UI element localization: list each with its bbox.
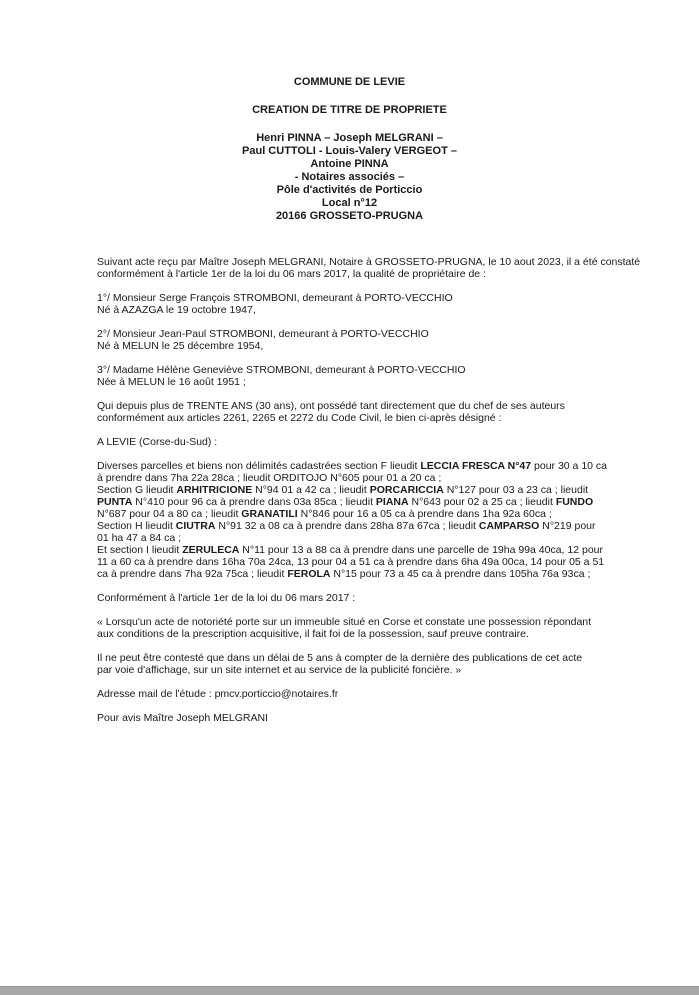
paragraph-signature (97, 712, 621, 724)
text-line (97, 472, 621, 484)
paragraph-quote-1 (97, 616, 621, 640)
horizontal-scrollbar[interactable] (0, 986, 699, 995)
document-title: CREATION DE TITRE DE PROPRIETE (252, 104, 447, 116)
paragraph-owner-1 (97, 292, 621, 316)
text-line (97, 340, 621, 352)
text-segment: Qui depuis plus de TRENTE ANS (30 ans), ont possédé tant directement que du chef de ses auteurs (97, 400, 565, 412)
text-line (97, 532, 621, 544)
text-segment: Née à MELUN le 16 août 1951 ; (97, 376, 246, 388)
text-line (97, 304, 621, 316)
text-line (97, 484, 621, 496)
lieudit-name: PUNTA (97, 496, 133, 508)
text-segment: N°94 01 a 42 ca ; lieudit (252, 484, 370, 496)
text-segment: conformément à l'article 1er de la loi du 06 mars 2017, la qualité de propriétaire de : (97, 268, 486, 280)
lieudit-name: ZERULECA (182, 544, 240, 556)
text-segment: N°687 pour 04 a 80 ca ; lieudit (97, 508, 242, 520)
paragraph-email (97, 688, 621, 700)
text-line (97, 292, 621, 304)
text-segment: N°11 pour 13 a 88 ca à prendre dans une parcelle de 19ha 99a 40ca, 12 pour (239, 544, 603, 556)
text-segment: N°219 pour (539, 520, 596, 532)
text-segment: Suivant acte reçu par Maître Joseph MELGRANI, Notaire à GROSSETO-PRUGNA, le 10 aout 2023, il a été constaté (97, 256, 641, 268)
text-line (97, 508, 621, 520)
text-segment: 11 a 60 ca à prendre dans 16ha 70a 24ca, 13 pour 04 a 51 ca à prendre dans 6ha 49a 00ca, 14 pour 05 a 51 (97, 556, 605, 568)
text-segment: 3°/ Madame Hélène Geneviève STROMBONI, demeurant à PORTO-VECCHIO (97, 364, 466, 376)
paragraph-intro (97, 256, 641, 280)
text-segment: pour 30 a 10 ca (531, 460, 607, 472)
text-line (97, 652, 621, 664)
text-segment: 1°/ Monsieur Serge François STROMBONI, demeurant à PORTO-VECCHIO (97, 292, 453, 304)
text-line (97, 460, 621, 472)
paragraph-parcels (97, 460, 621, 580)
notary-line: - Notaires associés – (294, 171, 405, 183)
text-segment: N°127 pour 03 a 23 ca ; lieudit (443, 484, 589, 496)
text-segment: Il ne peut être contesté que dans un délai de 5 ans à compter de la dernière des publications de cet acte (97, 652, 583, 664)
text-segment: aux conditions de la prescription acquisitive, il fait foi de la possession, sauf preuve contraire. (97, 628, 529, 640)
text-segment: Conformément à l'article 1er de la loi du 06 mars 2017 : (97, 592, 356, 604)
notary-line: Paul CUTTOLI - Louis-Valery VERGEOT – (242, 145, 457, 157)
text-segment: Section G lieudit (97, 484, 177, 496)
text-line (97, 412, 621, 424)
text-line (97, 712, 621, 724)
text-segment: conformément aux articles 2261, 2265 et 2272 du Code Civil, le bien ci-après désigné : (97, 412, 502, 424)
notary-line: Local n°12 (321, 197, 378, 209)
lieudit-name: CAMPARSO (478, 520, 540, 532)
text-line (97, 400, 621, 412)
text-line (97, 616, 621, 628)
text-segment: N°410 pour 96 ca à prendre dans 03a 85ca ; lieudit (132, 496, 376, 508)
paragraph-location (97, 436, 621, 448)
text-segment: 01 ha 47 a 84 ca ; (97, 532, 182, 544)
text-segment: 2°/ Monsieur Jean-Paul STROMBONI, demeurant à PORTO-VECCHIO (97, 328, 429, 340)
text-segment: « Lorsqu'un acte de notoriété porte sur un immeuble situé en Corse et constate une possession répondant (97, 616, 592, 628)
paragraph-owner-3 (97, 364, 621, 388)
text-line (97, 688, 621, 700)
text-segment: N°846 pour 16 a 05 ca à prendre dans 1ha 92a 60ca ; (297, 508, 552, 520)
text-line (97, 628, 621, 640)
text-segment: N°15 pour 73 a 45 ca à prendre dans 105ha 76a 93ca ; (330, 568, 591, 580)
text-segment: N°91 32 a 08 ca à prendre dans 28ha 87a 67ca ; lieudit (215, 520, 479, 532)
text-segment: A LEVIE (Corse-du-Sud) : (97, 436, 218, 448)
lieudit-name: PORCARICCIA (369, 484, 444, 496)
text-segment: Pour avis Maître Joseph MELGRANI (97, 712, 268, 724)
lieudit-name: GRANATILI (241, 508, 298, 520)
text-line (97, 592, 621, 604)
paragraph-law-reference (97, 592, 621, 604)
text-line (97, 520, 621, 532)
text-segment: à prendre dans 7ha 22a 28ca ; lieudit ORDITOJO N°605 pour 01 a 20 ca ; (97, 472, 442, 484)
text-line (97, 268, 621, 280)
lieudit-name: PIANA (375, 496, 409, 508)
text-line (97, 256, 641, 268)
notary-line: Henri PINNA – Joseph MELGRANI – (256, 132, 443, 144)
text-line (97, 544, 621, 556)
paragraph-possession (97, 400, 621, 424)
document-header (0, 76, 699, 223)
paragraph-owner-2 (97, 328, 621, 352)
notary-line: Pôle d'activités de Porticcio (276, 184, 423, 196)
commune-title: COMMUNE DE LEVIE (293, 76, 406, 88)
text-line (97, 328, 621, 340)
text-line (97, 568, 621, 580)
lieudit-name: FEROLA (287, 568, 331, 580)
text-line (97, 556, 621, 568)
text-line (97, 664, 621, 676)
lieudit-name: ARHITRICIONE (176, 484, 253, 496)
text-segment: Né à AZAZGA le 19 octobre 1947, (97, 304, 256, 316)
lieudit-name: CIUTRA (175, 520, 216, 532)
lieudit-name: FUNDO (555, 496, 594, 508)
notary-line: 20166 GROSSETO-PRUGNA (275, 210, 424, 222)
notary-address-block (0, 132, 699, 223)
text-segment: par voie d'affichage, sur un site internet et au service de la publicité foncière. » (97, 664, 462, 676)
notary-line: Antoine PINNA (310, 158, 389, 170)
paragraph-quote-2 (97, 652, 621, 676)
text-segment: Diverses parcelles et biens non délimités cadastrées section F lieudit (97, 460, 421, 472)
text-segment: Et section I lieudit (97, 544, 183, 556)
text-line (97, 496, 621, 508)
text-segment: Adresse mail de l'étude : pmcv.porticcio@notaires.fr (97, 688, 339, 700)
text-line (97, 376, 621, 388)
text-segment: N°643 pour 02 a 25 ca ; lieudit (408, 496, 556, 508)
text-line (97, 436, 621, 448)
text-line (97, 364, 621, 376)
document-body (97, 256, 641, 736)
lieudit-name: LECCIA FRESCA N°47 (420, 460, 532, 472)
text-segment: Section H lieudit (97, 520, 176, 532)
text-segment: ca à prendre dans 7ha 92a 75ca ; lieudit (97, 568, 288, 580)
text-segment: Né à MELUN le 25 décembre 1954, (97, 340, 264, 352)
